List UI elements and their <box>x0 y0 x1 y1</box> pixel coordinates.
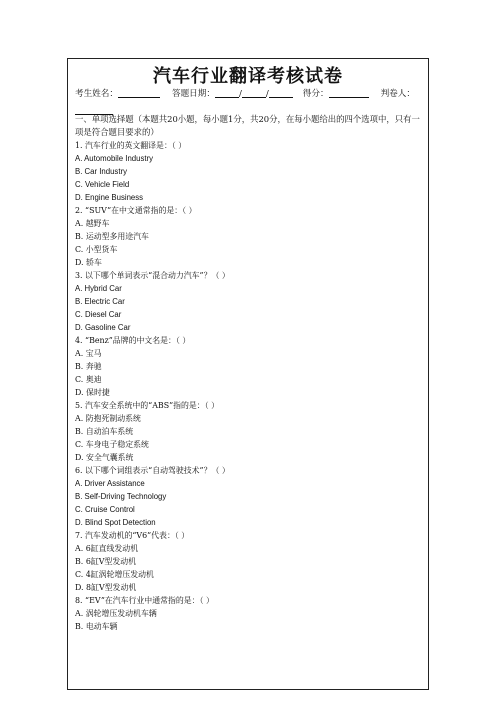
answer-option[interactable]: C. 奥迪 <box>75 375 102 384</box>
answer-option[interactable]: A. Driver Assistance <box>75 479 145 488</box>
answer-option[interactable]: A. 涡轮增压发动机车辆 <box>75 609 157 618</box>
answer-option[interactable]: C. Diesel Car <box>75 310 122 319</box>
question-stem: 5. 汽车安全系统中的“ABS”指的是：（ ） <box>75 401 220 410</box>
question-stem: 7. 汽车发动机的“V6”代表：（ ） <box>75 531 190 540</box>
date-separator: / <box>238 89 242 99</box>
answer-option[interactable]: A. Automobile Industry <box>75 154 154 163</box>
answer-option[interactable]: A. 宝马 <box>75 349 102 358</box>
answer-option[interactable]: B. Self-Driving Technology <box>75 492 167 501</box>
date-year-blank[interactable] <box>215 88 239 98</box>
question-stem: 6. 以下哪个词组表示“自动驾驶技术”？（ ） <box>75 466 230 475</box>
date-day-blank[interactable] <box>269 88 293 98</box>
answer-option[interactable]: A. 越野车 <box>75 219 110 228</box>
answer-option[interactable]: D. Gasoline Car <box>75 323 131 332</box>
name-label: 考生姓名： <box>75 89 118 99</box>
question-stem: 3. 以下哪个单词表示“混合动力汽车”？（ ） <box>75 271 230 280</box>
date-separator: / <box>265 89 269 99</box>
answer-option[interactable]: C. Cruise Control <box>75 505 135 514</box>
answer-option[interactable]: D. Blind Spot Detection <box>75 518 156 527</box>
date-label: 答题日期： <box>171 89 215 99</box>
score-label: 得分： <box>302 89 329 99</box>
answer-option[interactable]: D. Engine Business <box>75 193 144 202</box>
answer-option[interactable]: B. 电动车辆 <box>75 622 118 631</box>
question-list <box>75 139 420 633</box>
answer-option[interactable]: D. 8缸V型发动机 <box>75 583 137 592</box>
answer-option[interactable]: C. Vehicle Field <box>75 180 130 189</box>
question-stem: 1. 汽车行业的英文翻译是：（ ） <box>75 141 187 150</box>
answer-option[interactable]: B. 奔驰 <box>75 362 102 371</box>
answer-option[interactable]: C. 小型货车 <box>75 245 118 254</box>
name-blank[interactable] <box>118 88 160 98</box>
question-stem: 2. “SUV”在中文通常指的是：（ ） <box>75 206 197 215</box>
answer-option[interactable]: C. 4缸涡轮增压发动机 <box>75 570 154 579</box>
answer-option[interactable]: B. Electric Car <box>75 297 125 306</box>
answer-option[interactable]: B. 6缸V型发动机 <box>75 557 136 566</box>
question-stem: 4. “Benz”品牌的中文名是：（ ） <box>75 336 191 345</box>
grader-label: 判卷人： <box>380 89 415 99</box>
answer-option[interactable]: C. 车身电子稳定系统 <box>75 440 149 449</box>
answer-option[interactable]: A. 防抱死制动系统 <box>75 414 141 423</box>
answer-option[interactable]: B. Car Industry <box>75 167 127 176</box>
question-stem: 8. “EV”在汽车行业中通常指的是：（ ） <box>75 596 214 605</box>
date-month-blank[interactable] <box>242 88 266 98</box>
answer-option[interactable]: B. 运动型多用途汽车 <box>75 232 149 241</box>
score-blank[interactable] <box>329 88 369 98</box>
exam-info-row <box>75 88 423 101</box>
answer-option[interactable]: B. 自动泊车系统 <box>75 427 134 436</box>
answer-option[interactable]: A. Hybrid Car <box>75 284 122 293</box>
answer-option[interactable]: D. 保时捷 <box>75 388 110 397</box>
answer-option[interactable]: D. 轿车 <box>75 258 102 267</box>
answer-option[interactable]: A. 6缸直线发动机 <box>75 544 139 553</box>
section-heading: 一、单项选择题（本题共20小题，每小题1分，共20分，在每小题给出的四个选项中，只有一项是符合题目要求的） <box>75 114 420 137</box>
page-title: 汽车行业翻译考核试卷 <box>153 66 343 87</box>
answer-option[interactable]: D. 安全气囊系统 <box>75 453 134 462</box>
